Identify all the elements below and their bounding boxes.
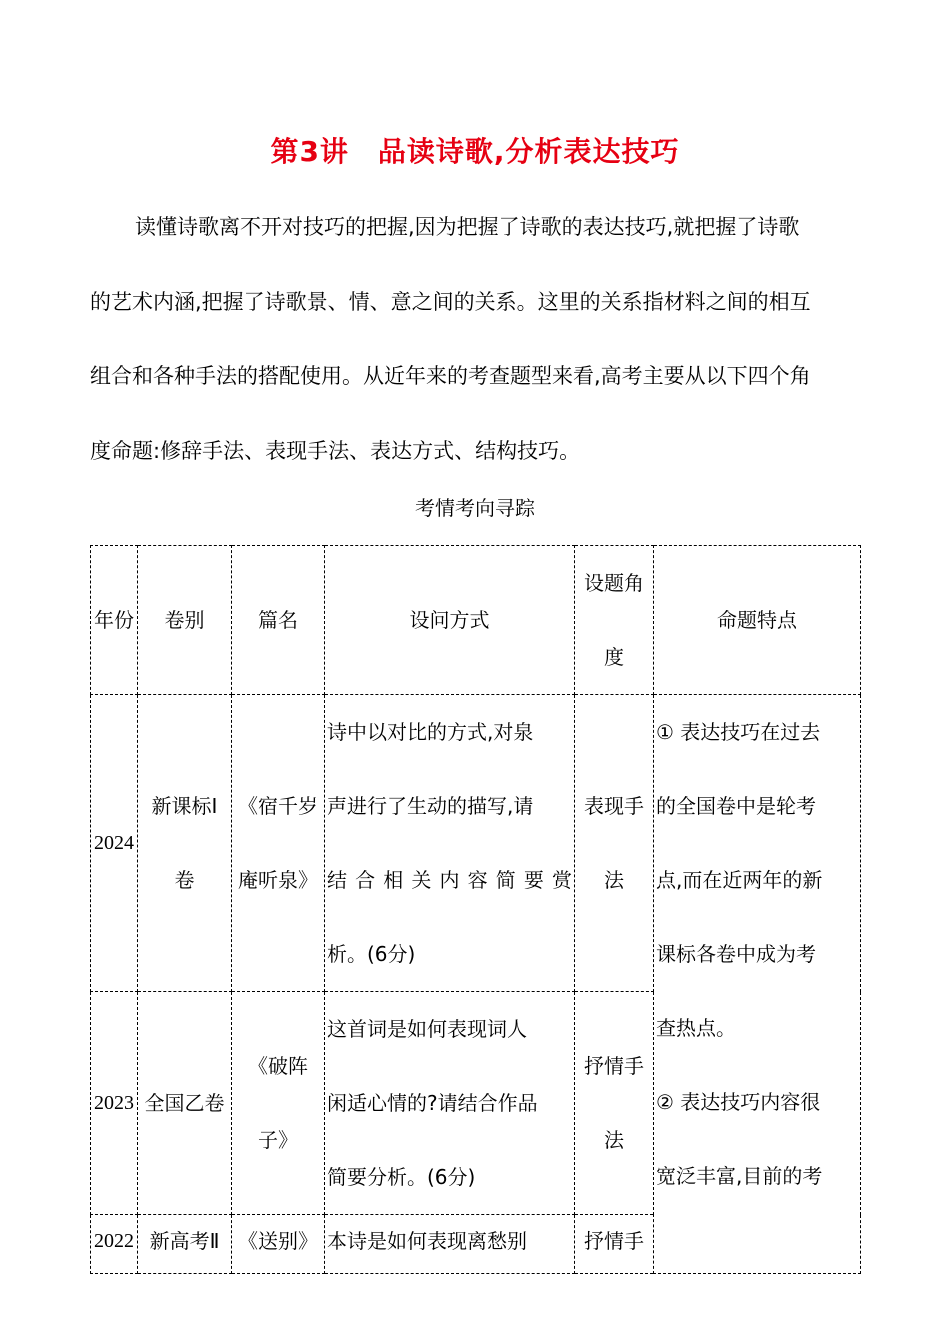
intro-line: 度命题:修辞手法、表现手法、表达方式、结构技巧。 <box>90 438 581 463</box>
cell-poem: 《送别》 <box>232 1215 325 1274</box>
cell-question: 诗中以对比的方式,对泉 声进行了生动的描写,请 结合相关内容简要赏 析。(6分) <box>325 695 575 992</box>
cell-year: 2022 <box>91 1215 138 1274</box>
cell-question: 本诗是如何表现离愁别 <box>325 1215 575 1274</box>
cell-feature: ① 表达技巧在过去 的全国卷中是轮考 点,而在近两年的新 课标各卷中成为考 查热点。 ② 表达技巧内容很 宽泛丰富,目前的考 <box>654 695 861 1274</box>
intro-line: 读懂诗歌离不开对技巧的把握,因为把握了诗歌的表达技巧,就把握了诗歌 <box>135 215 800 239</box>
header-paper: 卷别 <box>138 546 232 695</box>
intro-line: 的艺术内涵,把握了诗歌景、情、意之间的关系。这里的关系指材料之间的相互 <box>90 289 811 314</box>
intro-line: 组合和各种手法的搭配使用。从近年来的考查题型来看,高考主要从以下四个角 <box>90 364 811 388</box>
intro-paragraph <box>90 190 860 488</box>
cell-angle: 抒情手 <box>575 1215 654 1274</box>
table-caption: 考情考向寻踪 <box>415 496 535 520</box>
header-question: 设问方式 <box>325 546 575 695</box>
cell-question: 这首词是如何表现词人 闲适心情的?请结合作品 简要分析。(6分) <box>325 992 575 1215</box>
cell-year: 2023 <box>91 992 138 1215</box>
table-row <box>91 695 861 992</box>
header-feature: 命题特点 <box>654 546 861 695</box>
cell-poem: 《宿千岁 庵听泉》 <box>232 695 325 992</box>
cell-paper: 新课标Ⅰ 卷 <box>138 695 232 992</box>
cell-poem: 《破阵 子》 <box>232 992 325 1215</box>
cell-angle: 抒情手 法 <box>575 992 654 1215</box>
header-poem: 篇名 <box>232 546 325 695</box>
cell-year: 2024 <box>91 695 138 992</box>
header-angle: 设题角 度 <box>575 546 654 695</box>
table-header-row <box>91 546 861 695</box>
page-title: 第3讲 品读诗歌,分析表达技巧 <box>270 135 680 168</box>
cell-paper: 新高考Ⅱ <box>138 1215 232 1274</box>
header-year: 年份 <box>91 546 138 695</box>
cell-paper: 全国乙卷 <box>138 992 232 1215</box>
exam-trend-table <box>90 545 861 1274</box>
cell-angle: 表现手 法 <box>575 695 654 992</box>
